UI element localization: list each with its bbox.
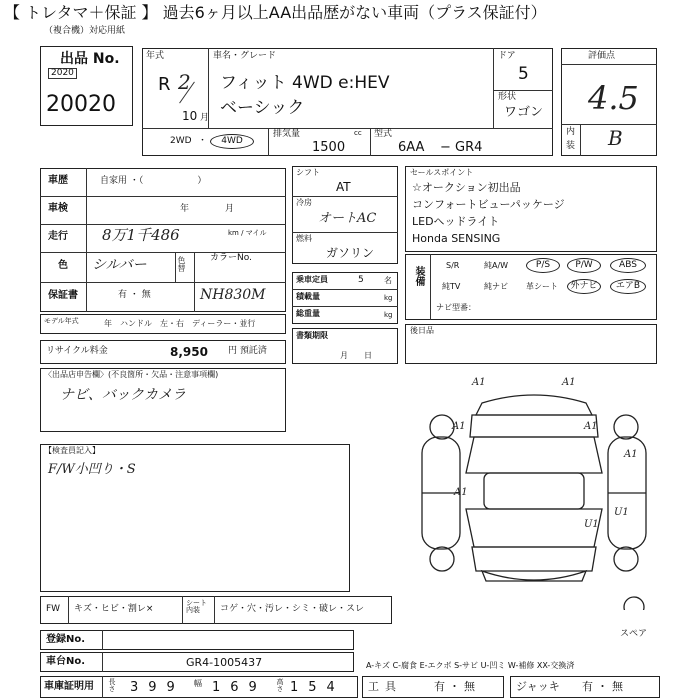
year-label: 年式	[146, 51, 165, 61]
jack-value: 有・無	[582, 680, 627, 693]
chassis-value: GR4-1005437	[186, 656, 263, 669]
drive-2wd: 2WD	[170, 136, 192, 146]
model-dash: −	[440, 140, 451, 155]
fw-label: FW	[46, 604, 61, 614]
cert-width-label: 幅	[194, 679, 202, 688]
cert-length: 399	[130, 680, 185, 695]
history-value: 自家用 ・（ ）	[100, 176, 207, 186]
mileage-unit: km / マイル	[228, 229, 267, 237]
ac-label: 冷房	[296, 198, 312, 207]
interior-label-2: 装	[566, 141, 576, 151]
name-label: 車名・グレード	[213, 51, 277, 61]
score-label: 評価点	[588, 51, 616, 61]
navi-model-label: ナビ型番：	[436, 303, 476, 312]
sales-line-1: ☆オークション初出品	[412, 181, 521, 194]
recycle-unit: 円 預託済	[228, 346, 267, 356]
warranty-label: 保証書	[48, 290, 78, 301]
car-grade: ベーシック	[220, 98, 305, 118]
header-subnote: （複合機）対応用紙	[44, 26, 126, 36]
sales-line-3: LEDヘッドライト	[412, 215, 500, 228]
recycle-value: 8,950	[170, 345, 208, 359]
inspector-text: F/W小凹り・S	[48, 462, 136, 477]
cert-height: 154	[290, 680, 345, 695]
recycle-label: リサイクル料金	[46, 346, 108, 356]
cert-label: 車庫証明用	[44, 681, 94, 692]
warranty-value: 有 ・ 無	[118, 290, 151, 300]
shape-label: 形状	[498, 92, 517, 102]
ac-value: オートAC	[318, 211, 377, 226]
lot-year-stamp: 2020	[48, 68, 77, 79]
score-value: 4.5	[588, 79, 639, 117]
docs-unit: 月 日	[340, 351, 372, 360]
cert-length-label: 長さ	[108, 678, 116, 692]
notes-text: ナビ、バックカメラ	[60, 387, 186, 403]
load-kg: kg	[384, 294, 393, 302]
notes-label: 〈出品店申告欄〉(不良箇所・欠品・注意事項欄)	[44, 370, 219, 379]
paint-label: 色替	[177, 256, 186, 272]
shift-label: シフト	[296, 168, 320, 177]
fuel-label: 燃料	[296, 234, 312, 243]
interior-value: B	[608, 126, 623, 150]
colorno-value: NH830M	[200, 287, 266, 303]
sales-line-2: コンフォートビューパッケージ	[412, 198, 565, 211]
shaken-value: 年 月	[180, 204, 235, 214]
equip-aw: 純A/W	[484, 261, 509, 270]
shape: ワゴン	[504, 105, 544, 120]
mileage-value: 8万1千486	[102, 226, 180, 244]
doors: 5	[518, 64, 529, 84]
era: R	[158, 74, 171, 95]
mark-front-left: A1	[472, 377, 486, 388]
sales-label: セールスポイント	[410, 168, 474, 177]
after-label: 後日品	[410, 326, 434, 335]
docs-label: 書類期限	[296, 331, 328, 340]
registration-row	[40, 630, 354, 650]
fw-options: キズ・ヒビ・割レ×	[74, 604, 154, 614]
weight-kg: kg	[384, 311, 393, 319]
mark-right-fender: A1	[584, 421, 598, 432]
lot-label: 出品 No.	[60, 51, 120, 67]
mileage-label: 走行	[48, 231, 68, 242]
tools-label: 工具	[368, 680, 402, 693]
sales-line-4: Honda SENSING	[412, 232, 501, 245]
equip-abs: ABS	[610, 258, 646, 273]
car-damage-diagram	[412, 375, 656, 610]
equip-leather: 革シート	[526, 282, 558, 291]
history-label: 車歴	[48, 175, 68, 186]
drive-4wd: 4WD	[210, 134, 254, 149]
color-label: 色	[58, 260, 68, 271]
seat-options: コゲ・穴・汚レ・シミ・破レ・スレ	[220, 604, 365, 614]
shaken-label: 車検	[48, 203, 68, 214]
equip-pw: P/W	[567, 258, 601, 273]
equipment-label: 装備	[413, 266, 424, 286]
equip-ext-navi: 外ナビ	[567, 279, 601, 294]
jack-label: ジャッキ	[516, 680, 560, 693]
displacement: 1500	[312, 140, 346, 155]
month: 10	[182, 109, 198, 123]
model-right: GR4	[455, 140, 483, 155]
mark-left-fender: A1	[452, 421, 466, 432]
colorno-label: カラーNo.	[210, 253, 252, 263]
model-label: 型式	[374, 129, 393, 139]
equip-airbag: エアB	[610, 279, 646, 294]
load-label: 積載量	[296, 292, 320, 301]
model-left: 6AA	[398, 140, 425, 155]
year: 2	[178, 70, 191, 94]
capacity-value: 5	[358, 275, 364, 285]
registration-label: 登録No.	[46, 634, 86, 645]
mark-right-rear: U1	[614, 507, 629, 518]
mark-right-door: U1	[584, 519, 599, 530]
equip-sr: S/R	[446, 261, 460, 270]
after-box	[405, 324, 657, 364]
tools-value: 有・無	[434, 680, 479, 693]
capacity-unit: 名	[384, 276, 392, 285]
mark-rear: A1	[624, 449, 638, 460]
equip-tv: 純TV	[442, 282, 461, 291]
shift-value: AT	[336, 180, 351, 194]
drive-sep: ・	[198, 136, 208, 146]
cert-width: 169	[212, 680, 267, 695]
spare-label: スペア	[620, 629, 648, 639]
equip-navi: 純ナビ	[484, 282, 508, 291]
interior-label-1: 内	[566, 127, 576, 137]
cc-label: cc	[354, 129, 362, 137]
mark-front-right: A1	[562, 377, 576, 388]
capacity-label: 乗車定員	[296, 275, 328, 284]
fuel-value: ガソリン	[326, 246, 375, 260]
displacement-label: 排気量	[273, 129, 301, 139]
equip-ps: P/S	[526, 258, 560, 273]
mark-left-door: A1	[454, 487, 468, 498]
chassis-label: 車台No.	[46, 656, 86, 667]
header-title: 【 トレタマ＋保証 】 過去6ヶ月以上AA出品歴がない車両（プラス保証付）	[4, 3, 547, 22]
lot-number: 20020	[46, 92, 116, 117]
model-year-label: モデル年式	[44, 317, 79, 325]
seat-label: シート内装	[186, 599, 207, 614]
month-unit: 月	[200, 113, 210, 123]
car-name: フィット 4WD e:HEV	[220, 73, 390, 93]
door-label: ドア	[498, 51, 516, 61]
inspector-label: 【検査員記入】	[44, 446, 100, 455]
color-value: シルバー	[92, 257, 147, 273]
cert-height-label: 高さ	[276, 678, 284, 692]
weight-label: 総重量	[296, 309, 320, 318]
model-year-fields: 年 ハンドル 左・右 ディーラー・並行	[104, 319, 256, 328]
damage-legend: A-キズ C-腐食 E-エクボ S-サビ U-凹ミ W-補修 XX-交換済	[366, 661, 575, 670]
